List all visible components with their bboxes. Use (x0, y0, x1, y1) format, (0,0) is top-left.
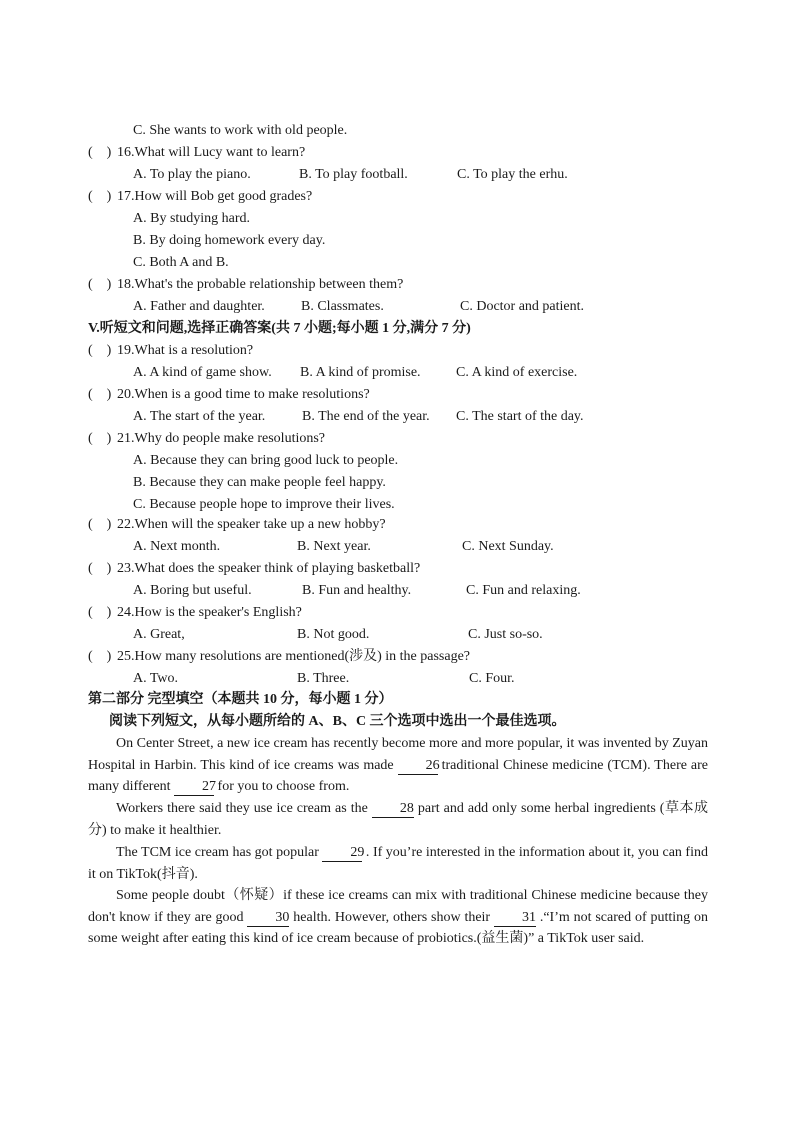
option-a: A. Two. (133, 671, 179, 686)
question-text: 21.Why do people make resolutions? (117, 431, 326, 446)
option-b: B. By doing homework every day. (133, 233, 326, 248)
passage-text: health. However, others show their (293, 909, 491, 925)
option-b: B. Next year. (297, 539, 371, 554)
blank-28[interactable]: 28 (372, 801, 414, 818)
passage-paragraph-4 (88, 885, 708, 950)
passage-text: Workers there said they use ice cream as the (116, 801, 368, 816)
blank-30[interactable]: 30 (247, 910, 289, 927)
question-text: 18.What's the probable relationship between them? (117, 277, 404, 292)
option-a: A. Great, (133, 627, 185, 642)
answer-blank[interactable]: ( ) (88, 145, 112, 160)
question-text: 16.What will Lucy want to learn? (117, 145, 306, 160)
option-b: B. To play football. (299, 167, 408, 182)
option-c: C. Next Sunday. (462, 539, 554, 554)
passage-text: part and add only some herbal ingredients (草本成分) to make it healthier. (88, 801, 709, 838)
answer-blank[interactable]: ( ) (88, 561, 112, 576)
question-text: 23.What does the speaker think of playing basketball? (117, 561, 421, 576)
answer-blank[interactable]: ( ) (88, 649, 112, 664)
option-c: C. To play the erhu. (457, 167, 568, 182)
answer-blank[interactable]: ( ) (88, 189, 112, 204)
section-5-heading: V.听短文和问题,选择正确答案(共 7 小题;每小题 1 分,满分 7 分) (88, 321, 471, 336)
option-b: B. A kind of promise. (300, 365, 421, 380)
option-a: A. Because they can bring good luck to people. (133, 453, 399, 468)
blank-27[interactable]: 27 (174, 779, 214, 796)
option-b: B. The end of the year. (302, 409, 430, 424)
option-b: B. Three. (297, 671, 350, 686)
passage-text: for you to choose from. (217, 779, 350, 794)
option-c: C. Fun and relaxing. (466, 583, 581, 598)
option-b: B. Fun and healthy. (302, 583, 412, 598)
passage-paragraph-3 (88, 842, 708, 885)
passage-text: . If you’re interested in the information about it, you can find it on TikTok(抖音). (88, 845, 708, 882)
part-2-instruction: 阅读下列短文，从每小题所给的 A、B、C 三个选项中选出一个最佳选项。 (109, 714, 566, 729)
option-c: C. Both A and B. (133, 255, 229, 270)
answer-blank[interactable]: ( ) (88, 605, 112, 620)
question-text: 22.When will the speaker take up a new hobby? (117, 517, 386, 532)
option-a: A. Father and daughter. (133, 299, 265, 314)
option-b: B. Classmates. (301, 299, 384, 314)
option-a: A. To play the piano. (133, 167, 251, 182)
answer-blank[interactable]: ( ) (88, 431, 112, 446)
answer-blank[interactable]: ( ) (88, 343, 112, 358)
question-text: 20.When is a good time to make resolutions? (117, 387, 370, 402)
option-c: C. Four. (469, 671, 515, 686)
q15-option-c: C. She wants to work with old people. (133, 123, 348, 138)
option-c: C. A kind of exercise. (456, 365, 578, 380)
passage-paragraph-1 (88, 733, 708, 798)
question-text: 19.What is a resolution? (117, 343, 254, 358)
option-a: A. Boring but useful. (133, 583, 252, 598)
answer-blank[interactable]: ( ) (88, 387, 112, 402)
blank-31[interactable]: 31 (494, 910, 536, 927)
option-a: A. The start of the year. (133, 409, 266, 424)
passage-text: On Center Street, a new ice cream has recently become more and more popular, it was invented by Zuyan Hospital in Harbin. This kind of ice creams was made (88, 736, 708, 773)
passage-text: The TCM ice cream has got popular (116, 845, 319, 860)
question-text: 17.How will Bob get good grades? (117, 189, 313, 204)
option-c: C. Just so-so. (468, 627, 543, 642)
passage-text: traditional Chinese medicine (TCM). There are many different (88, 757, 708, 794)
option-a: A. By studying hard. (133, 211, 251, 226)
option-c: C. The start of the day. (456, 409, 584, 424)
blank-26[interactable]: 26 (398, 758, 438, 775)
option-a: A. Next month. (133, 539, 221, 554)
answer-blank[interactable]: ( ) (88, 517, 112, 532)
passage-paragraph-2 (88, 798, 708, 841)
option-b: B. Not good. (297, 627, 370, 642)
option-b: B. Because they can make people feel happy. (133, 475, 386, 490)
option-c: C. Because people hope to improve their lives. (133, 497, 395, 512)
passage-text: Some people doubt（怀疑）if these ice creams can mix with traditional Chinese medicine because they don't know if they are good (88, 888, 708, 925)
passage-text: .“I’m not scared of putting on some weight after eating this kind of ice cream because of probiotics.(益生菌)” a TikTok user said. (88, 909, 708, 946)
option-a: A. A kind of game show. (133, 365, 272, 380)
part-2-heading: 第二部分 完型填空（本题共 10 分，每小题 1 分） (88, 692, 393, 707)
question-text: 24.How is the speaker's English? (117, 605, 302, 620)
blank-29[interactable]: 29 (322, 845, 362, 862)
answer-blank[interactable]: ( ) (88, 277, 112, 292)
option-c: C. Doctor and patient. (460, 299, 585, 314)
question-text: 25.How many resolutions are mentioned(涉及) in the passage? (117, 649, 471, 664)
